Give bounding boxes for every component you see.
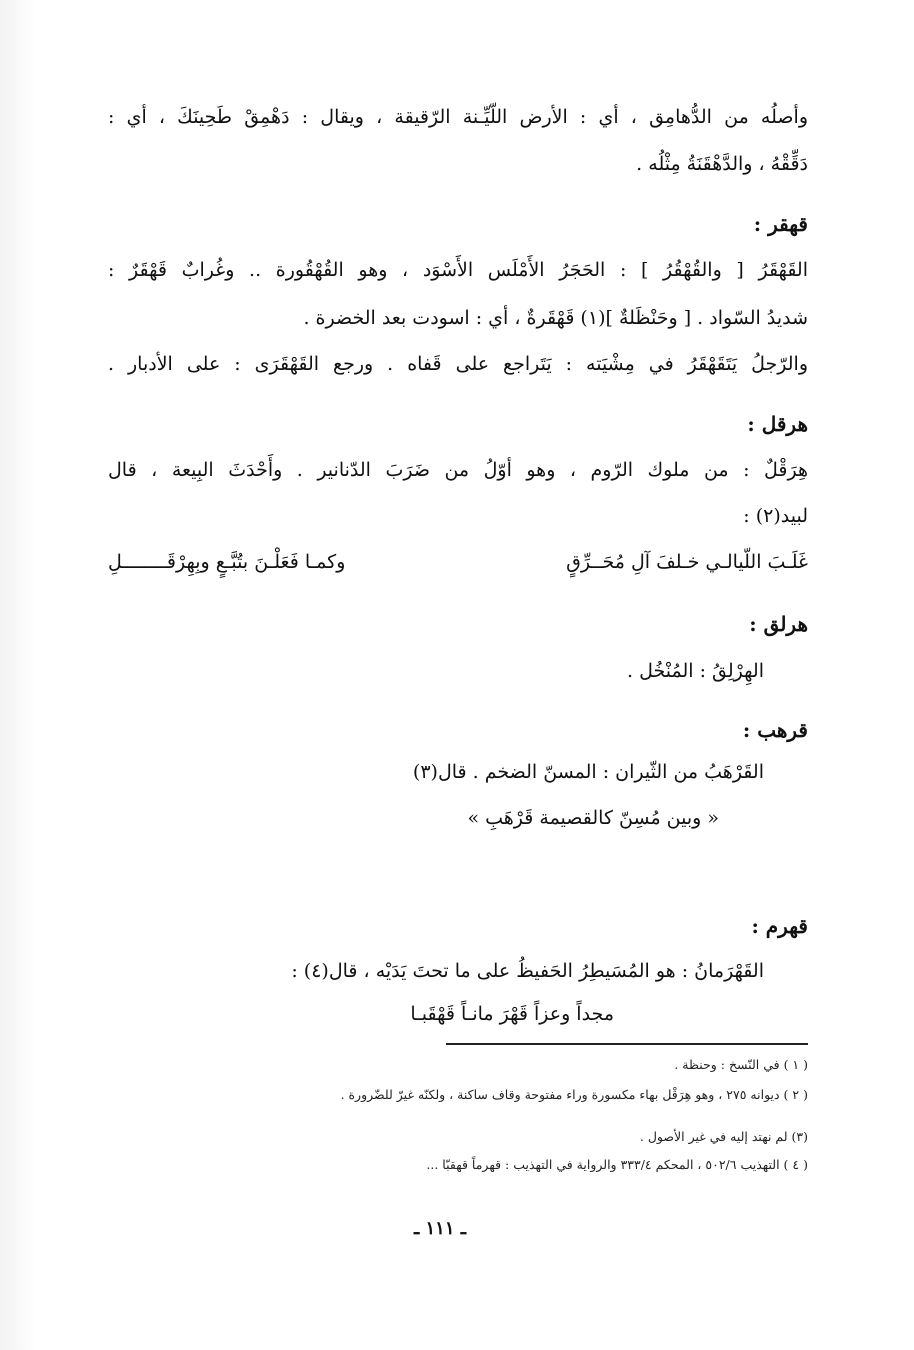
entry-headword-qarhab: قرهب : <box>742 718 808 742</box>
body-text-line: القَهْرَمانُ : هو المُسَيطِرُ الحَفيظُ على ما تحتَ يَدَيْه ، قال(٤) : <box>291 960 764 982</box>
verse-second-hemistich: وكمـا فَعَلْـنَ بتُبَّـعٍ وبِهِرْقَــــــــلِ <box>108 551 346 573</box>
body-text-line: لبيد(٢) : <box>743 505 808 527</box>
entry-headword-hirqil: هرقل : <box>747 412 808 436</box>
entry-headword-hirliq: هرلق : <box>749 612 808 636</box>
entry-headword-qahram: قهرم : <box>751 914 808 938</box>
footnote: ( ٢ ) ديوانه ٢٧٥ ، وهو هِرَقْل بهاء مكسورة وراء مفتوحة وقاف ساكنة ، ولكنّه غيرّ للضّرورة . <box>340 1087 808 1102</box>
page-number: ـ ١١١ ـ <box>413 1218 467 1239</box>
verse-first-hemistich: غَلَـبَ اللّيالـي خـلفَ آلِ مُحَــرِّقٍ <box>566 551 808 573</box>
footnote: (٣) لم نهتد إليه في غير الأصول . <box>639 1129 808 1144</box>
entry-headword-qahqar: قهقر : <box>753 212 808 236</box>
body-text-line: القَرْهَبُ من الثّيران : المسنّ الضخم . قال(٣) <box>412 761 764 783</box>
footnote-separator <box>446 1043 808 1045</box>
quoted-verse: مجداً وعزاً قَهْرَ مانـاً قَهْقَبـا <box>410 1003 614 1025</box>
quoted-verse: « وبين مُسِنّ كالقصيمة قَرْهَبِ » <box>467 807 719 829</box>
footnote: ( ٤ ) التهذيب ٥٠٢/٦ ، المحكم ٣٣٣/٤ والرواية في التهذيب : قهرماً قهقبّا ... <box>426 1157 808 1172</box>
body-text-line: دَقِّقْهُ ، والدَّهْقَنَةُ مِثْلُه . <box>636 153 808 175</box>
body-text-line: هِرَقْلٌ : من ملوك الرّوم ، وهو أوّلُ من ضَرَبَ الدّنانير . وأَحْدَثَ البِيعة ، قال <box>108 459 808 481</box>
body-text-line: شديدُ السّواد . [ وحَنْظَلةٌ ](١) قَهْقَرةٌ ، أي : اسودت بعد الخضرة . <box>303 307 808 329</box>
body-text-line: القَهْقَرُ [ والقُهْقُرُ ] : الحَجَرُ الأَمْلَس الأَسْوَد ، وهو القُهْقُورة .. وغُرابٌ قَهْقَرٌ : <box>108 259 808 281</box>
footnote: ( ١ ) في النّسخ : وحنظة . <box>674 1057 808 1072</box>
body-text-line: الهِرْلِقُ : المُنْخُل . <box>627 660 764 682</box>
body-text-line: وأصلُه من الدُّهامِق ، أي : الأرض اللّيِّـنة الرّقيقة ، ويقال : دَهْمِقْ طَحِينَكَ ، أي : <box>108 106 808 128</box>
body-text-line: والرّجلُ يَتَقَهْقَرُ في مِشْيَته : يَتَراجع على قَفاه . ورجع القَهْقَرَى : على الأدبار . <box>108 353 808 375</box>
